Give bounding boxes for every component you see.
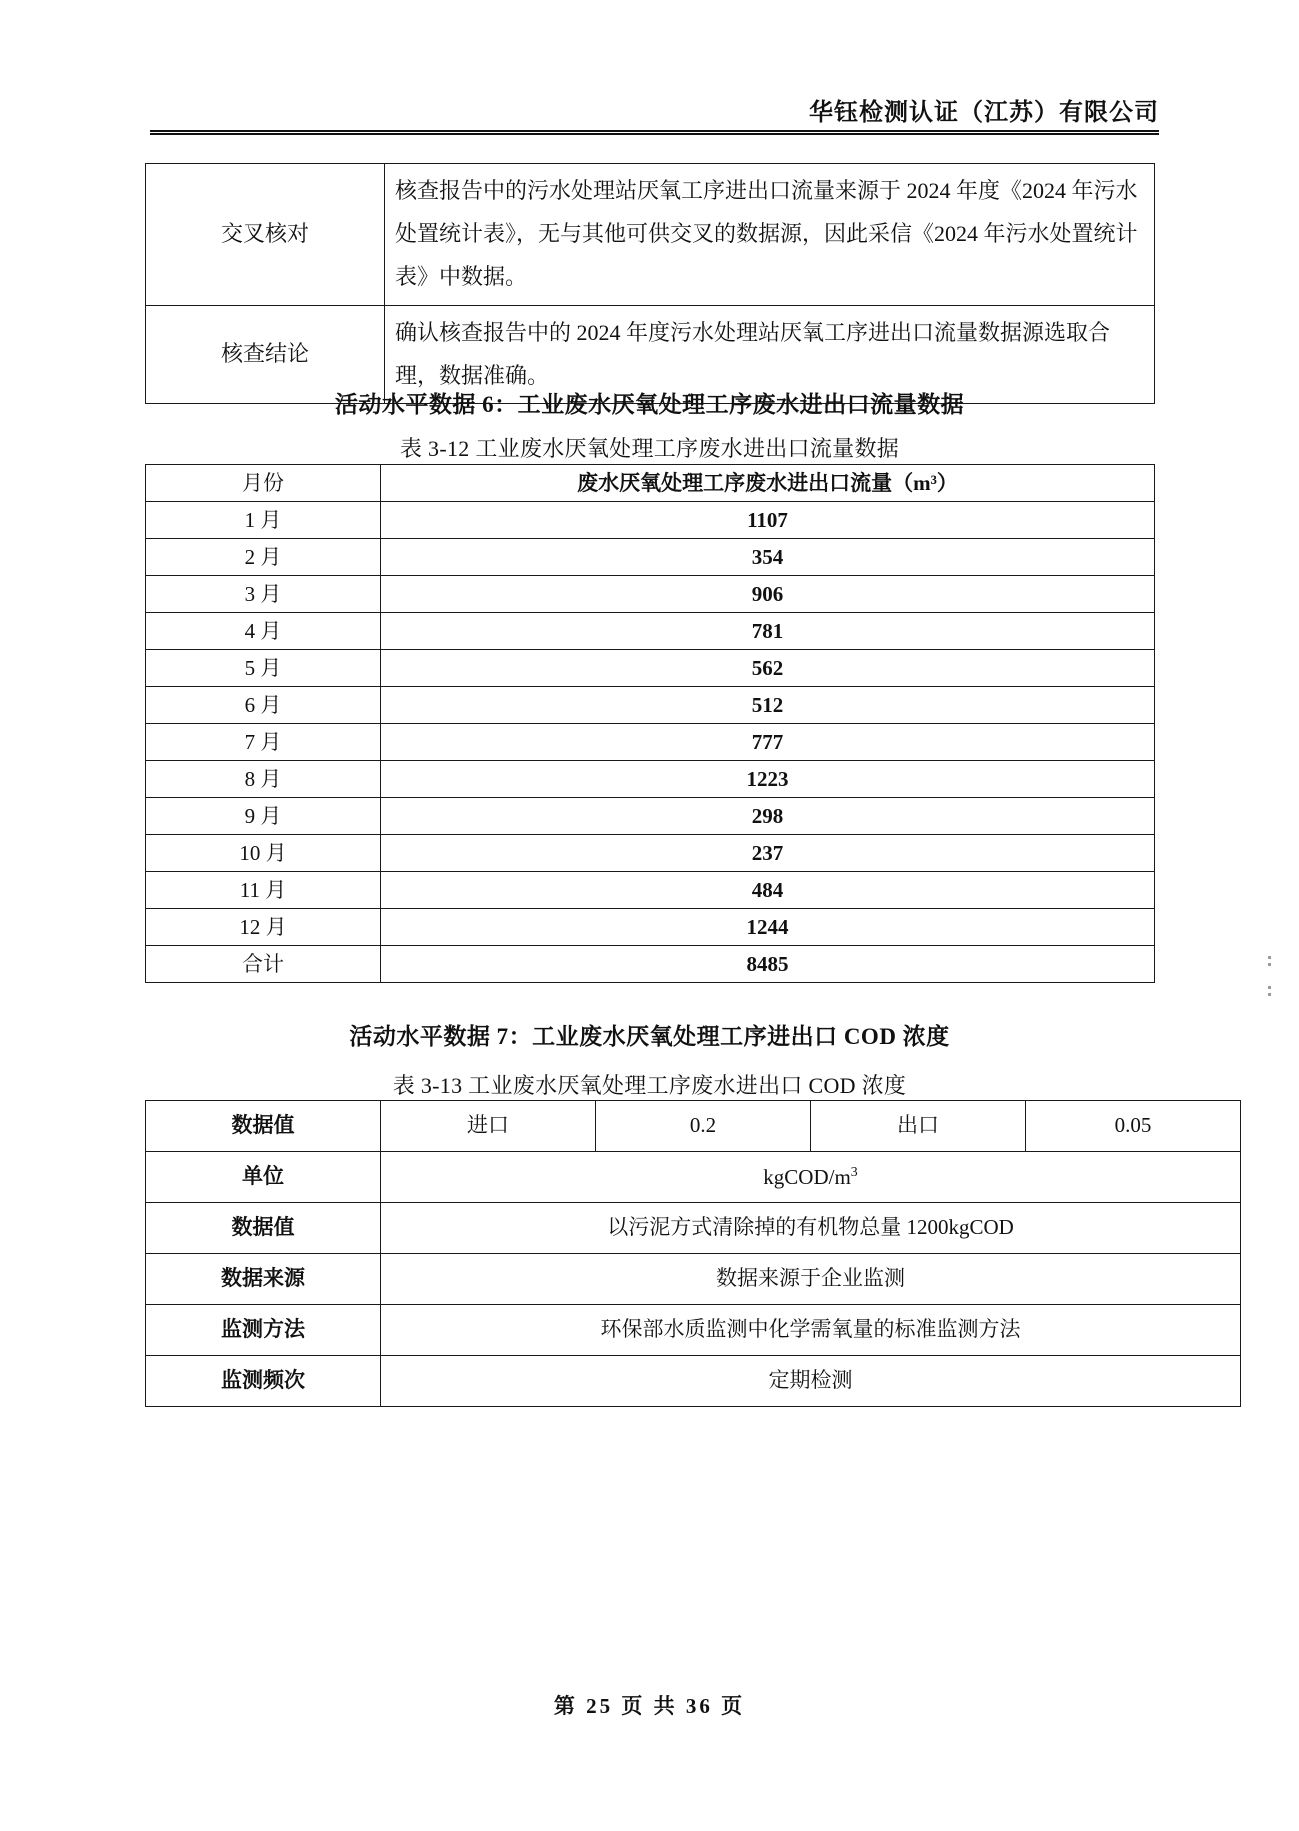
row-label-month: 4 月 bbox=[146, 613, 381, 650]
cross-check-text: 核查报告中的污水处理站厌氧工序进出口流量来源于 2024 年度《2024 年污水处置统计表》，无与其他可供交叉的数据源，因此采信《2024 年污水处置统计表》中数据。 bbox=[385, 164, 1155, 306]
table-row bbox=[146, 650, 1155, 687]
row-value-flow: 562 bbox=[381, 650, 1155, 687]
table-row bbox=[146, 539, 1155, 576]
table-row bbox=[146, 164, 1155, 306]
table-total-row bbox=[146, 946, 1155, 983]
table-row bbox=[146, 835, 1155, 872]
cod-source-label: 数据来源 bbox=[146, 1254, 381, 1305]
row-label-month: 9 月 bbox=[146, 798, 381, 835]
cod-method-label: 监测方法 bbox=[146, 1305, 381, 1356]
table-row bbox=[146, 761, 1155, 798]
table-row bbox=[146, 613, 1155, 650]
row-label-month: 3 月 bbox=[146, 576, 381, 613]
scan-margin-mark bbox=[1268, 986, 1271, 989]
row-value-flow: 512 bbox=[381, 687, 1155, 724]
row-label-month: 8 月 bbox=[146, 761, 381, 798]
table-row bbox=[146, 724, 1155, 761]
table-header-row bbox=[146, 465, 1155, 502]
cod-unit-exponent: 3 bbox=[850, 1163, 858, 1179]
table-row bbox=[146, 1152, 1241, 1203]
flow-table-wrapper bbox=[145, 464, 1155, 983]
row-value-flow: 777 bbox=[381, 724, 1155, 761]
cod-frequency-value: 定期检测 bbox=[381, 1356, 1241, 1407]
row-label-month: 12 月 bbox=[146, 909, 381, 946]
verification-table-wrapper bbox=[145, 163, 1155, 404]
verification-table bbox=[145, 163, 1155, 404]
table-row bbox=[146, 576, 1155, 613]
row-label-month: 6 月 bbox=[146, 687, 381, 724]
cod-concentration-table bbox=[145, 1100, 1241, 1407]
row-value-flow: 781 bbox=[381, 613, 1155, 650]
cod-outlet-label: 出口 bbox=[811, 1101, 1026, 1152]
row-value-flow: 484 bbox=[381, 872, 1155, 909]
row-label-month: 7 月 bbox=[146, 724, 381, 761]
page-footer: 第 25 页 共 36 页 bbox=[553, 1694, 746, 1718]
cod-inlet-label: 进口 bbox=[381, 1101, 596, 1152]
header-double-rule bbox=[150, 130, 1159, 135]
row-label-month: 2 月 bbox=[146, 539, 381, 576]
table-row bbox=[146, 1305, 1241, 1356]
cod-datavalue-label: 数据值 bbox=[146, 1101, 381, 1152]
row-value-flow: 1223 bbox=[381, 761, 1155, 798]
cod-table-wrapper bbox=[145, 1100, 1155, 1407]
cod-datavalue2-label: 数据值 bbox=[146, 1203, 381, 1254]
table-caption-3-13: 表 3-13 工业废水厌氧处理工序废水进出口 COD 浓度 bbox=[392, 1073, 907, 1098]
table-row bbox=[146, 1101, 1241, 1152]
row-label-total: 合计 bbox=[146, 946, 381, 983]
cod-inlet-value: 0.2 bbox=[596, 1101, 811, 1152]
table-caption-3-12: 表 3-12 工业废水厌氧处理工序废水进出口流量数据 bbox=[399, 436, 900, 461]
column-header-month: 月份 bbox=[146, 465, 381, 502]
cod-unit-text: kgCOD/m bbox=[763, 1164, 851, 1189]
section-heading-activity-6: 活动水平数据 6：工业废水厌氧处理工序废水进出口流量数据 bbox=[334, 392, 965, 417]
row-label-month: 1 月 bbox=[146, 502, 381, 539]
row-value-flow: 1244 bbox=[381, 909, 1155, 946]
row-value-flow: 906 bbox=[381, 576, 1155, 613]
table-row bbox=[146, 1203, 1241, 1254]
row-label-month: 10 月 bbox=[146, 835, 381, 872]
row-value-flow: 237 bbox=[381, 835, 1155, 872]
cod-datavalue2-value: 以污泥方式清除掉的有机物总量 1200kgCOD bbox=[381, 1203, 1241, 1254]
table-row bbox=[146, 872, 1155, 909]
cod-unit-value bbox=[381, 1152, 1241, 1203]
row-label-month: 11 月 bbox=[146, 872, 381, 909]
table-row bbox=[146, 1356, 1241, 1407]
table-row bbox=[146, 909, 1155, 946]
table-row bbox=[146, 1254, 1241, 1305]
row-value-flow: 1107 bbox=[381, 502, 1155, 539]
row-value-flow: 354 bbox=[381, 539, 1155, 576]
scan-margin-mark bbox=[1268, 956, 1271, 959]
cross-check-label: 交叉核对 bbox=[146, 164, 385, 306]
cod-unit-label: 单位 bbox=[146, 1152, 381, 1203]
section-heading-activity-7: 活动水平数据 7：工业废水厌氧处理工序进出口 COD 浓度 bbox=[349, 1024, 950, 1049]
scan-margin-mark bbox=[1268, 963, 1271, 966]
cod-frequency-label: 监测频次 bbox=[146, 1356, 381, 1407]
row-label-month: 5 月 bbox=[146, 650, 381, 687]
table-row bbox=[146, 687, 1155, 724]
column-header-flow: 废水厌氧处理工序废水进出口流量（m³） bbox=[381, 465, 1155, 502]
cod-outlet-value: 0.05 bbox=[1026, 1101, 1241, 1152]
page-header-company: 华钰检测认证（江苏）有限公司 bbox=[809, 100, 1159, 126]
conclusion-text: 确认核查报告中的 2024 年度污水处理站厌氧工序进出口流量数据源选取合理，数据准确。 bbox=[385, 305, 1155, 404]
scan-margin-mark bbox=[1268, 993, 1271, 996]
row-value-flow: 298 bbox=[381, 798, 1155, 835]
table-row bbox=[146, 798, 1155, 835]
table-row bbox=[146, 502, 1155, 539]
cod-method-value: 环保部水质监测中化学需氧量的标准监测方法 bbox=[381, 1305, 1241, 1356]
cod-source-value: 数据来源于企业监测 bbox=[381, 1254, 1241, 1305]
monthly-flow-table bbox=[145, 464, 1155, 983]
row-value-total: 8485 bbox=[381, 946, 1155, 983]
conclusion-label: 核查结论 bbox=[146, 305, 385, 404]
